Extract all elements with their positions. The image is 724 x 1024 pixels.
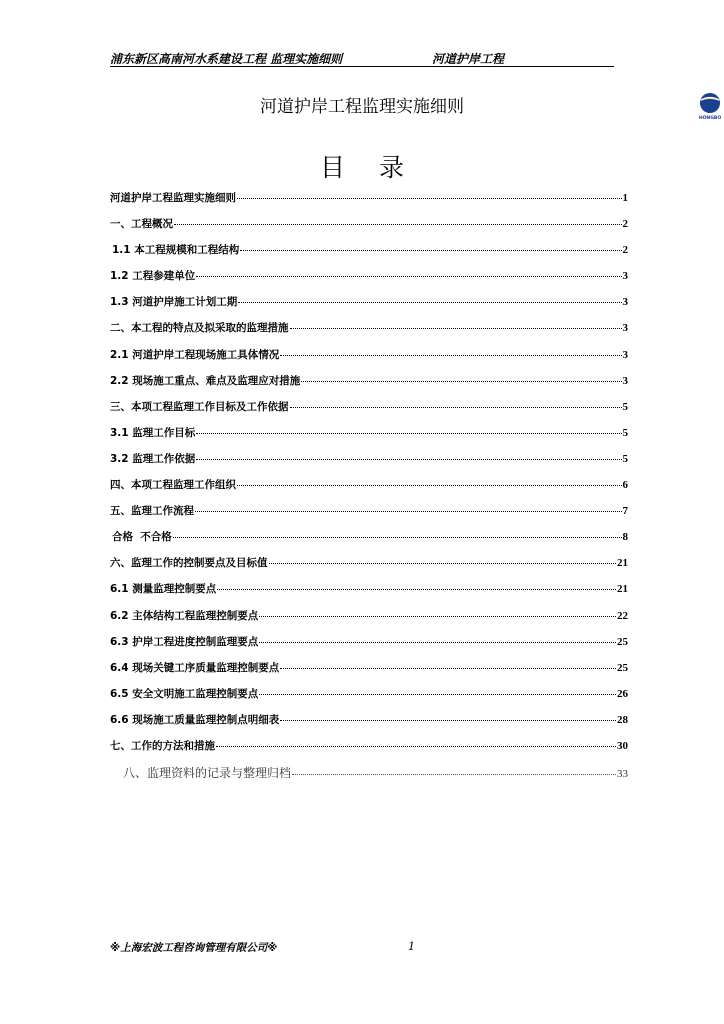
toc-leader-dots [196, 459, 621, 460]
toc-leader-dots [238, 302, 621, 303]
toc-leader-dots [290, 407, 622, 408]
toc-leader-dots [174, 224, 622, 225]
page-number: 1 [408, 940, 415, 953]
toc-entry-title: 五、监理工作流程 [110, 505, 194, 518]
toc-entry-title: 1.3 河道护岸施工计划工期 [110, 296, 238, 309]
toc-leader-dots [240, 250, 621, 251]
toc-entry[interactable] [110, 347, 628, 373]
toc-entry-page: 5 [622, 426, 628, 439]
toc-leader-dots [195, 511, 622, 512]
page-header [110, 50, 614, 67]
toc-entry-title: 6.3 护岸工程进度控制监理要点 [110, 635, 259, 648]
toc-entry-page: 25 [617, 661, 628, 674]
toc-leader-dots [280, 355, 621, 356]
header-section: 河道护岸工程 [432, 52, 505, 66]
toc-entry-page: 25 [617, 635, 628, 648]
toc-leader-dots [280, 668, 616, 669]
toc-leader-dots [237, 198, 622, 199]
toc-entry[interactable] [110, 503, 628, 529]
toc-entry-page: 5 [622, 400, 628, 413]
toc-entry-page: 3 [622, 348, 628, 361]
toc-entry-title: 6.1 测量监理控制要点 [110, 583, 217, 596]
table-of-contents [110, 190, 628, 790]
toc-leader-dots [196, 276, 621, 277]
toc-leader-dots [280, 720, 616, 721]
hongbo-logo-icon [697, 92, 723, 120]
toc-entry-page: 3 [622, 322, 628, 335]
toc-entry-page: 1 [622, 192, 628, 204]
toc-entry-title: 七、工作的方法和措施 [110, 739, 215, 752]
toc-entry[interactable] [110, 764, 628, 790]
toc-entry[interactable] [110, 712, 628, 738]
toc-entry-title: 合格 不合格 [112, 531, 172, 544]
toc-leader-dots [259, 616, 616, 617]
toc-entry-page: 21 [617, 557, 628, 570]
toc-entry[interactable] [110, 190, 628, 216]
toc-entry[interactable] [110, 294, 628, 320]
toc-leader-dots [259, 694, 616, 695]
toc-entry-page: 5 [622, 452, 628, 465]
toc-entry-title: 四、本项工程监理工作组织 [110, 479, 236, 492]
toc-entry-title: 三、本项工程监理工作目标及工作依据 [110, 400, 289, 413]
toc-leader-dots [217, 589, 616, 590]
toc-entry-title: 2.2 现场施工重点、难点及监理应对措施 [110, 374, 301, 387]
toc-entry[interactable] [110, 425, 628, 451]
toc-entry[interactable] [110, 451, 628, 477]
toc-entry[interactable] [110, 477, 628, 503]
header-project: 浦东新区高南河水系建设工程 监理实施细则 [110, 52, 343, 66]
toc-entry-page: 6 [622, 479, 628, 492]
toc-entry-page: 7 [622, 505, 628, 518]
toc-heading: 目录 [319, 153, 438, 182]
toc-entry-page: 33 [617, 768, 628, 781]
toc-entry-title: 六、监理工作的控制要点及目标值 [110, 557, 268, 570]
toc-entry[interactable] [110, 555, 628, 581]
toc-entry-page: 21 [617, 583, 628, 596]
toc-leader-dots [237, 485, 622, 486]
toc-entry-title: 6.4 现场关键工序质量监理控制要点 [110, 661, 280, 674]
footer-company: ※上海宏波工程咨询管理有限公司※ [110, 942, 278, 954]
toc-entry-page: 3 [622, 374, 628, 387]
toc-entry[interactable] [110, 738, 628, 764]
toc-entry[interactable] [110, 399, 628, 425]
toc-entry-title: 二、本工程的特点及拟采取的监理措施 [110, 322, 289, 335]
toc-entry-title: 八、监理资料的记录与整理归档 [123, 766, 292, 781]
toc-entry-title: 2.1 河道护岸工程现场施工具体情况 [110, 348, 280, 361]
toc-entry-title: 1.1 本工程规模和工程结构 [112, 244, 240, 257]
toc-entry-page: 8 [622, 531, 628, 544]
toc-entry[interactable] [110, 686, 628, 712]
toc-entry[interactable] [110, 373, 628, 399]
toc-entry-page: 3 [622, 296, 628, 309]
toc-entry-page: 28 [617, 713, 628, 726]
toc-leader-dots [216, 746, 616, 747]
toc-entry-title: 3.1 监理工作目标 [110, 426, 196, 439]
toc-leader-dots [292, 774, 616, 775]
toc-entry[interactable] [110, 242, 628, 268]
toc-entry-page: 3 [622, 270, 628, 283]
toc-entry[interactable] [110, 608, 628, 634]
document-title: 河道护岸工程监理实施细则 [260, 97, 464, 117]
toc-entry-title: 3.2 监理工作依据 [110, 452, 196, 465]
toc-leader-dots [301, 381, 621, 382]
svg-text:HONGBO: HONGBO [698, 116, 722, 120]
toc-entry-page: 2 [622, 218, 628, 231]
toc-entry-title: 1.2 工程参建单位 [110, 270, 196, 283]
toc-leader-dots [173, 537, 622, 538]
toc-entry[interactable] [110, 660, 628, 686]
toc-entry-title: 6.5 安全文明施工监理控制要点 [110, 687, 259, 700]
toc-entry-title: 6.6 现场施工质量监理控制点明细表 [110, 713, 280, 726]
toc-entry[interactable] [110, 529, 628, 555]
toc-entry-page: 26 [617, 687, 628, 700]
toc-leader-dots [196, 433, 621, 434]
toc-entry[interactable] [110, 216, 628, 242]
toc-entry[interactable] [110, 634, 628, 660]
toc-leader-dots [269, 563, 617, 564]
toc-entry-page: 22 [617, 609, 628, 622]
toc-entry-page: 2 [622, 244, 628, 257]
toc-entry[interactable] [110, 320, 628, 346]
toc-entry-title: 6.2 主体结构工程监理控制要点 [110, 609, 259, 622]
toc-entry-title: 一、工程概况 [110, 218, 173, 231]
toc-leader-dots [259, 642, 616, 643]
toc-entry-title: 河道护岸工程监理实施细则 [110, 192, 236, 204]
toc-entry-page: 30 [617, 739, 628, 752]
toc-entry[interactable] [110, 581, 628, 607]
toc-entry[interactable] [110, 268, 628, 294]
toc-leader-dots [290, 328, 622, 329]
